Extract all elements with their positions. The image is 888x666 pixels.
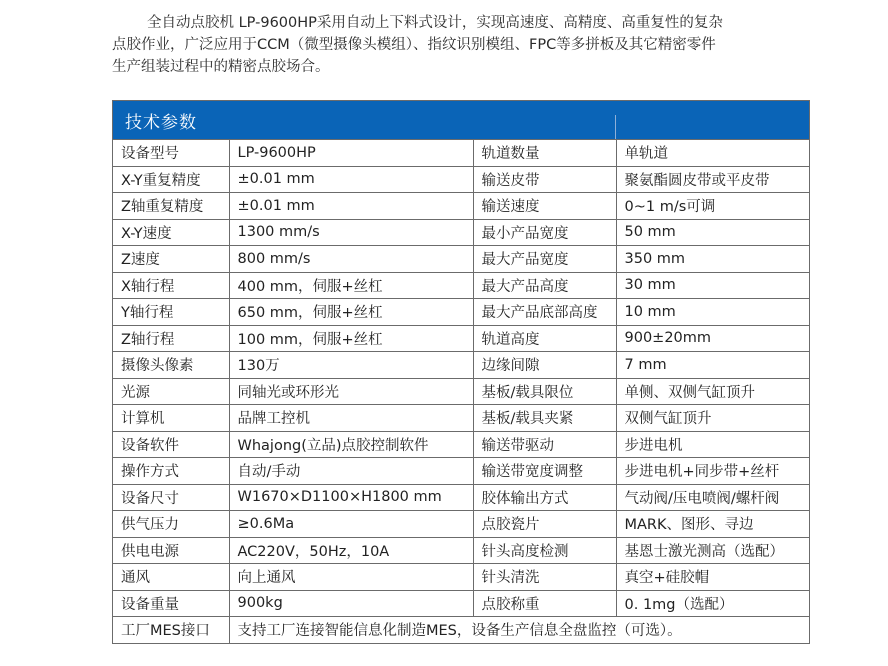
param-value: ±0.01 mm: [229, 193, 473, 220]
table-row: [113, 299, 809, 326]
param-name: 边缘间隙: [473, 352, 616, 379]
table-row: [113, 431, 809, 458]
param-value: ±0.01 mm: [229, 166, 473, 193]
param-value: W1670×D1100×H1800 mm: [229, 484, 473, 511]
param-name: Z速度: [113, 246, 229, 273]
table-row: [113, 352, 809, 379]
param-name: 最大产品宽度: [473, 246, 616, 273]
param-name: Z轴重复精度: [113, 193, 229, 220]
param-name: 通风: [113, 564, 229, 591]
table-row: [113, 564, 809, 591]
param-name: 针头清洗: [473, 564, 616, 591]
param-name: 输送带宽度调整: [473, 458, 616, 485]
param-name: 供气压力: [113, 511, 229, 538]
param-name: 设备型号: [113, 140, 229, 166]
param-name: 最大产品底部高度: [473, 299, 616, 326]
param-value: 双侧气缸顶升: [616, 405, 809, 432]
param-name: 光源: [113, 378, 229, 405]
table-row: [113, 590, 809, 617]
param-value: 气动阀/压电喷阀/螺杆阀: [616, 484, 809, 511]
param-name: 基板/载具限位: [473, 378, 616, 405]
param-value: 真空+硅胶帽: [616, 564, 809, 591]
param-name: 针头高度检测: [473, 537, 616, 564]
param-name: 基板/载具夹紧: [473, 405, 616, 432]
param-name: 胶体输出方式: [473, 484, 616, 511]
spec-header: [113, 101, 809, 140]
intro-line-1: 全自动点胶机 LP-9600HP采用自动上下料式设计，实现高速度、高精度、高重复性的复杂: [147, 15, 723, 31]
spec-body: [113, 140, 809, 643]
param-name: 设备尺寸: [113, 484, 229, 511]
param-value: LP-9600HP: [229, 140, 473, 166]
table-row: [113, 617, 809, 643]
param-value: 650 mm，伺服+丝杠: [229, 299, 473, 326]
param-value: 7 mm: [616, 352, 809, 379]
table-row: [113, 166, 809, 193]
param-value: 130万: [229, 352, 473, 379]
table-row: [113, 219, 809, 246]
param-value: 步进电机: [616, 431, 809, 458]
param-name: 输送皮带: [473, 166, 616, 193]
intro-paragraph: [112, 12, 812, 78]
param-value: 支持工厂连接智能信息化制造MES，设备生产信息全盘监控（可选）。: [229, 617, 809, 643]
param-value: 单轨道: [616, 140, 809, 166]
param-name: Y轴行程: [113, 299, 229, 326]
param-value: 400 mm，伺服+丝杠: [229, 272, 473, 299]
table-row: [113, 140, 809, 166]
param-name: 点胶瓷片: [473, 511, 616, 538]
param-name: 输送速度: [473, 193, 616, 220]
param-name: 最小产品宽度: [473, 219, 616, 246]
param-name: 供电电源: [113, 537, 229, 564]
table-row: [113, 405, 809, 432]
param-value: 350 mm: [616, 246, 809, 273]
param-value: 1300 mm/s: [229, 219, 473, 246]
param-value: 向上通风: [229, 564, 473, 591]
param-value: 单侧、双侧气缸顶升: [616, 378, 809, 405]
param-value: 同轴光或环形光: [229, 378, 473, 405]
param-value: Whajong(立品)点胶控制软件: [229, 431, 473, 458]
param-name: 计算机: [113, 405, 229, 432]
param-name: 轨道高度: [473, 325, 616, 352]
param-value: 10 mm: [616, 299, 809, 326]
spec-grid: [113, 140, 809, 643]
param-value: 100 mm，伺服+丝杠: [229, 325, 473, 352]
param-value: 50 mm: [616, 219, 809, 246]
param-name: X轴行程: [113, 272, 229, 299]
param-value: 聚氨酯圆皮带或平皮带: [616, 166, 809, 193]
table-row: [113, 246, 809, 273]
intro-line-3: 生产组装过程中的精密点胶场合。: [112, 59, 330, 75]
table-row: [113, 378, 809, 405]
param-name: 摄像头像素: [113, 352, 229, 379]
param-name: 最大产品高度: [473, 272, 616, 299]
param-name: 操作方式: [113, 458, 229, 485]
spec-table: [112, 100, 810, 644]
param-name: 输送带驱动: [473, 431, 616, 458]
param-name: 设备重量: [113, 590, 229, 617]
param-name: Z轴行程: [113, 325, 229, 352]
param-value: 800 mm/s: [229, 246, 473, 273]
param-value: 30 mm: [616, 272, 809, 299]
table-row: [113, 537, 809, 564]
param-value: 0~1 m/s可调: [616, 193, 809, 220]
table-row: [113, 458, 809, 485]
intro-line-2: 点胶作业，广泛应用于CCM（微型摄像头模组）、指纹识别模组、FPC等多拼板及其它精密零件: [112, 37, 716, 53]
table-row: [113, 511, 809, 538]
table-row: [113, 272, 809, 299]
table-row: [113, 193, 809, 220]
param-value: AC220V，50Hz，10A: [229, 537, 473, 564]
param-name: 工厂MES接口: [113, 617, 229, 643]
param-name: 点胶称重: [473, 590, 616, 617]
table-row: [113, 325, 809, 352]
header-divider: [615, 115, 616, 139]
param-name: 轨道数量: [473, 140, 616, 166]
param-value: 自动/手动: [229, 458, 473, 485]
param-name: 设备软件: [113, 431, 229, 458]
spec-title: 技术参数: [125, 113, 197, 133]
param-value: 步进电机+同步带+丝杆: [616, 458, 809, 485]
param-value: ≥0.6Ma: [229, 511, 473, 538]
param-name: X-Y速度: [113, 219, 229, 246]
param-value: 0. 1mg（选配）: [616, 590, 809, 617]
param-name: X-Y重复精度: [113, 166, 229, 193]
param-value: 基恩士激光测高（选配）: [616, 537, 809, 564]
param-value: 900±20mm: [616, 325, 809, 352]
param-value: 900kg: [229, 590, 473, 617]
table-row: [113, 484, 809, 511]
param-value: MARK、图形、寻边: [616, 511, 809, 538]
param-value: 品牌工控机: [229, 405, 473, 432]
